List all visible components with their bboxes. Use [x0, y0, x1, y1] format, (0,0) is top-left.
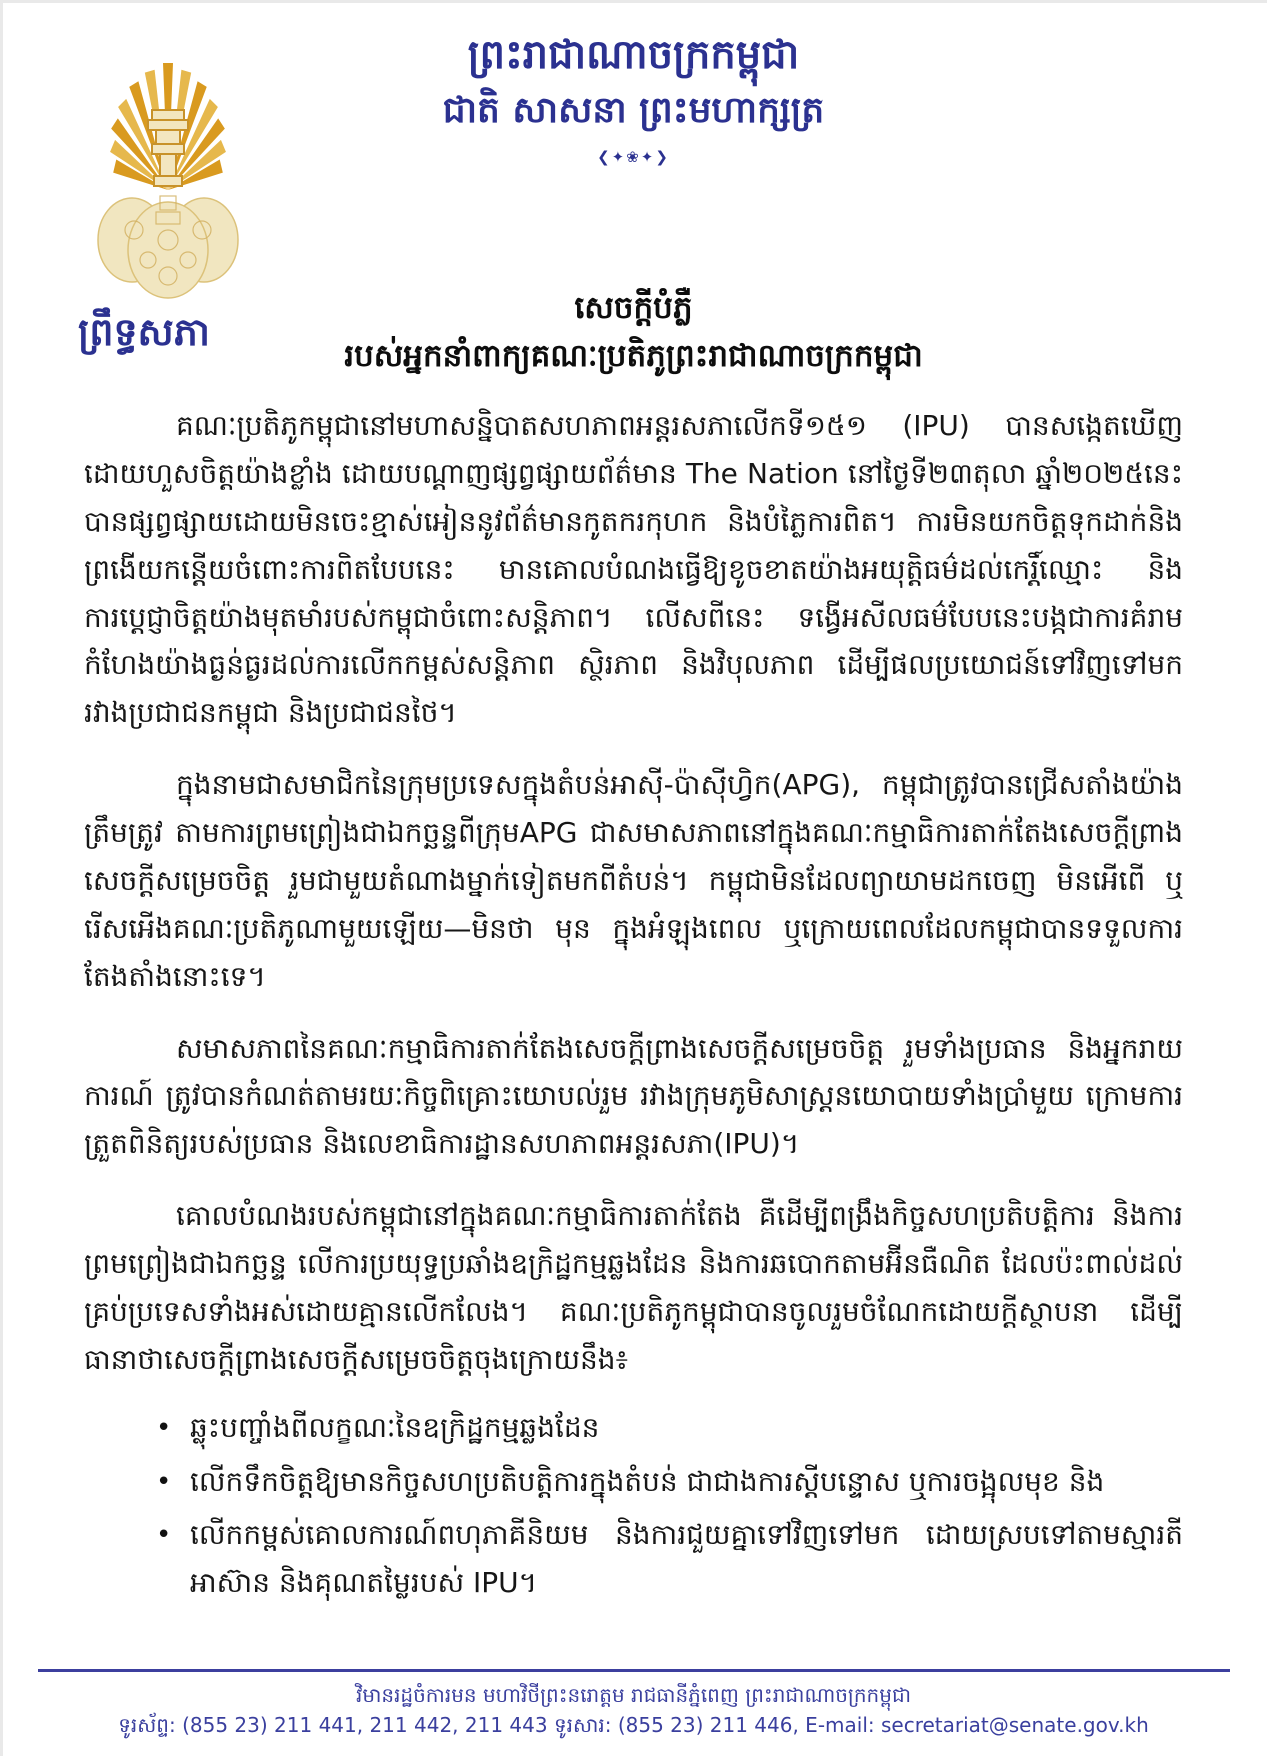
kingdom-title: ព្រះរាជាណាចក្រកម្ពុជា: [467, 32, 800, 78]
royal-arms-emblem: [78, 62, 258, 300]
bullet-item-2: • លើកទឹកចិត្តឱ្យមានកិច្ចសហប្រតិបត្តិការក្នុងតំបន់ ជាជាងការស្តីបន្ទោស ឬការចង្អុលមុខ និង: [148, 1458, 1183, 1506]
paragraph-1: គណៈប្រតិភូកម្ពុជានៅមហាសន្និបាតសហភាពអន្តរសភាលើកទី១៥១ (IPU) បានសង្កេតឃើញដោយហួសចិត្តយ៉ាងខ្លាំង ដោយបណ្តាញផ្សព្វផ្សាយព័ត៌មាន The Nation នៅថ្ងៃទី២៣តុលា ឆ្នាំ២០២៥នេះ បានផ្សព្វផ្សាយដោយមិនចេះខ្មាស់អៀននូវព័ត៌មានកូតករកុហក និងបំភ្លៃការពិត។ ការមិនយកចិត្តទុកដាក់និងព្រងើយកន្តើយចំពោះការពិតបែបនេះ មានគោលបំណងធ្វើឱ្យខូចខាតយ៉ាងអយុត្តិធម៌ដល់កេរ្តិ៍ឈ្មោះ និងការប្តេជ្ញាចិត្តយ៉ាងមុតមាំរបស់កម្ពុជាចំពោះសន្តិភាព។ លើសពីនេះ ទង្វើអសីលធម៌បែបនេះបង្កជាការគំរាមកំហែងយ៉ាងធ្ងន់ធ្ងរដល់ការលើកកម្ពស់សន្តិភាព ស្ថិរភាព និងវិបុលភាព ដើម្បីផលប្រយោជន៍ទៅវិញទៅមករវាងប្រជាជនកម្ពុជា និងប្រជាជនថៃ។: [84, 409, 1183, 730]
footer-contacts: ទូរស័ព្ទ: (855 23) 211 441, 211 442, 211 443 ទូរសារ: (855 23) 211 446, E-mail: secretariat@senate.gov.kh: [118, 1713, 1149, 1737]
document-body: [84, 402, 1183, 1607]
bullet-list: [84, 1404, 1183, 1608]
paragraph-3: សមាសភាពនៃគណៈកម្មាធិការតាក់តែងសេចក្តីព្រាងសេចក្តីសម្រេចចិត្ត រួមទាំងប្រធាន និងអ្នករាយការណ៍ ត្រូវបានកំណត់តាមរយៈកិច្ចពិគ្រោះយោបល់រួម រវាងក្រុមភូមិសាស្ត្រនយោបាយទាំងប្រាំមួយ ក្រោមការត្រួតពិនិត្យរបស់ប្រធាន និងលេខាធិការដ្ឋានសហភាពអន្តរសភា(IPU)។: [84, 1031, 1183, 1161]
senate-label: ព្រឹទ្ធសភា: [78, 310, 210, 354]
bullet-item-3: • លើកកម្ពស់គោលការណ៍ពហុភាគីនិយម និងការជួយគ្នាទៅវិញទៅមក ដោយស្របទៅតាមស្មារតីអាស៊ាន និងគុណតម្លៃរបស់ IPU។: [148, 1511, 1183, 1607]
doc-subtitle: របស់អ្នកនាំពាក្យគណៈប្រតិភូព្រះរាជាណាចក្រកម្ពុជា: [344, 338, 923, 375]
paragraph-2: ក្នុងនាមជាសមាជិកនៃក្រុមប្រទេសក្នុងតំបន់អាស៊ី-ប៉ាស៊ីហ្វិក(APG), កម្ពុជាត្រូវបានជ្រើសតាំងយ៉ាងត្រឹមត្រូវ តាមការព្រមព្រៀងជាឯកច្ឆន្ទពីក្រុមAPG ជាសមាសភាពនៅក្នុងគណៈកម្មាធិការតាក់តែងសេចក្តីព្រាងសេចក្តីសម្រេចចិត្ត រួមជាមួយតំណាងម្នាក់ទៀតមកពីតំបន់។ កម្ពុជាមិនដែលព្យាយាមដកចេញ មិនអើពើ ឬរើសអើងគណៈប្រតិភូណាមួយឡើយ—មិនថា មុន ក្នុងអំឡុងពេល ឬក្រោយពេលដែលកម្ពុជាបានទទួលការតែងតាំងនោះទេ។: [84, 768, 1183, 993]
emblem-block: [78, 62, 258, 364]
document-footer: [0, 1669, 1267, 1756]
header-ornament-icon: ❮✦❀✦❯: [597, 148, 670, 166]
footer-address: វិមានរដ្ឋចំការមន មហាវិថីព្រះនរោត្តម រាជធានីភ្នំពេញ ព្រះរាជាណាចក្រកម្ពុជា: [355, 1683, 911, 1707]
footer-divider: [38, 1669, 1230, 1672]
national-motto: ជាតិ សាសនា ព្រះមហាក្សត្រ: [442, 90, 825, 131]
paragraph-4: គោលបំណងរបស់កម្ពុជានៅក្នុងគណៈកម្មាធិការតាក់តែង គឺដើម្បីពង្រឹងកិច្ចសហប្រតិបត្តិការ និងការព្រមព្រៀងជាឯកច្ឆន្ទ លើការប្រយុទ្ធប្រឆាំងឧក្រិដ្ឋកម្មឆ្លងដែន និងការឆបោកតាមអ៊ីនធឺណិត ដែលប៉ះពាល់ដល់គ្រប់ប្រទេសទាំងអស់ដោយគ្មានលើកលែង។ គណៈប្រតិភូកម្ពុជាបានចូលរួមចំណែកដោយក្តីស្ថាបនា ដើម្បីធានាថាសេចក្តីព្រាងសេចក្តីសម្រេចចិត្តចុងក្រោយនឹង៖: [84, 1199, 1183, 1376]
doc-title: សេចក្តីបំភ្លឺ: [574, 290, 693, 326]
bullet-item-1: • ឆ្លុះបញ្ចាំងពីលក្ខណៈនៃឧក្រិដ្ឋកម្មឆ្លងដែន: [148, 1404, 1183, 1452]
